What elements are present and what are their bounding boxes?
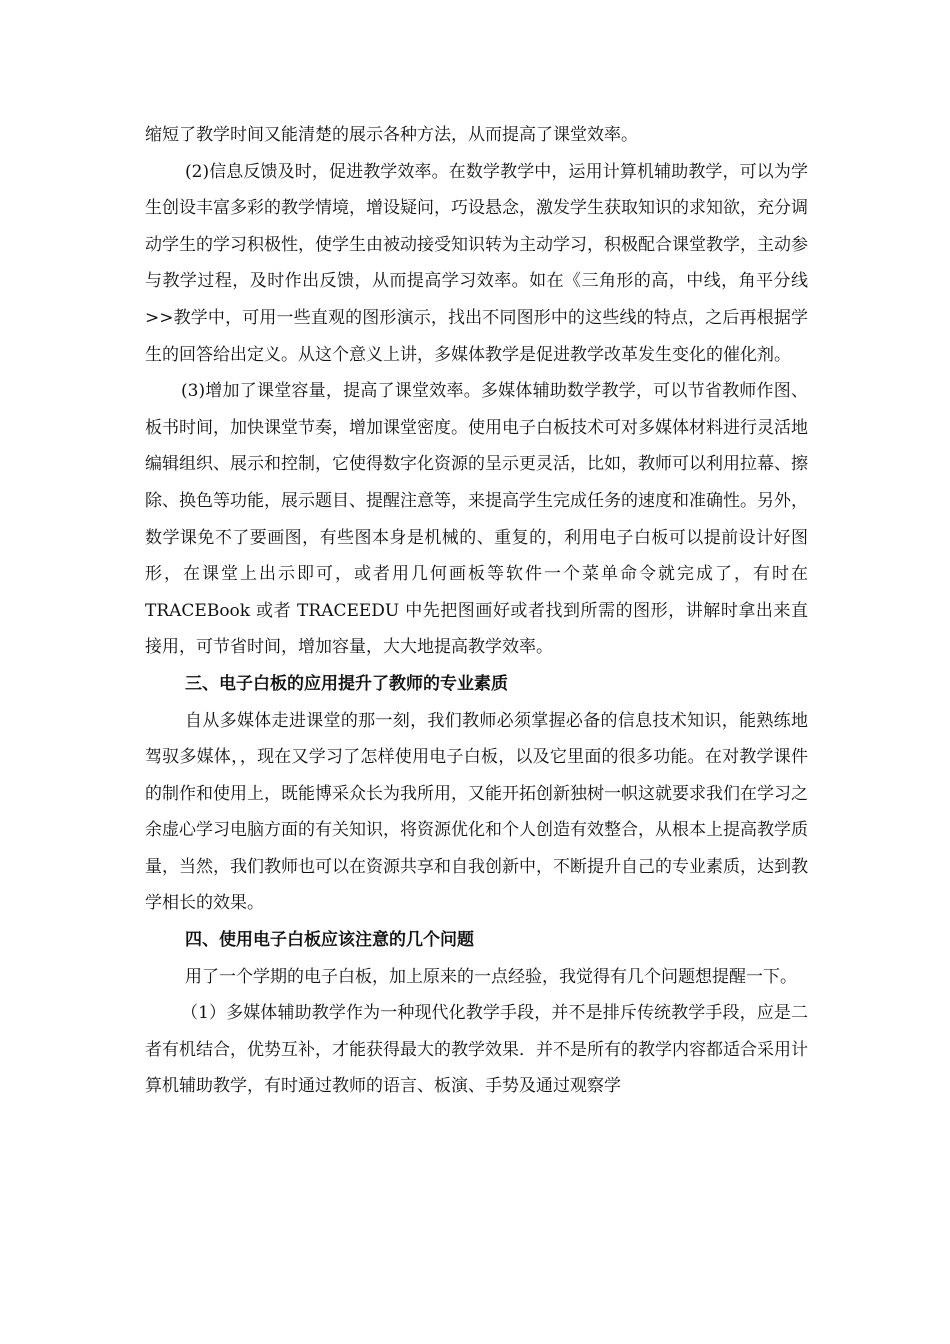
paragraph-section-4-intro: 用了一个学期的电子白板，加上原来的一点经验，我觉得有几个问题想提醒一下。 <box>185 966 797 987</box>
paragraph-item-3: (3)增加了课堂容量，提高了课堂效率。多媒体辅助数学教学，可以节省教师作图、板书时间，加快课堂节奏，增加课堂密度。使用电子白板技术可对多媒体材料进行灵活地编辑组织、展示和控制，它使得数字化资源的呈示更灵活，比如，教师可以利用拉幕、擦除、换色等功能，展示题目、提醒注意等，来提高学生完成任务的速度和准确性。另外，数学课免不了要画图，有些图本身是机械的、重复的，利用电子白板可以提前设计好图形，在课堂上出示即可，或者用几何画板等软件一个菜单命令就完成了，有时在 TRACEBook 或者 TRACEEDU 中先把图画好或者找到所需的图形，讲解时拿出来直接用，可节省时间，增加容量，大大地提高教学效率。 <box>145 381 808 658</box>
paragraph-continued: 缩短了教学时间又能清楚的展示各种方法，从而提高了课堂效率。 <box>145 125 638 145</box>
document-body <box>145 117 808 1105</box>
section-heading-3: 三、电子白板的应用提升了教师的专业素质 <box>185 673 508 694</box>
paragraph-section-4-item-1: （1）多媒体辅助教学作为一种现代化教学手段，并不是排斥传统教学手段，应是二者有机结合，优势互补，才能获得最大的教学效果．并不是所有的教学内容都适合采用计算机辅助教学，有时通过教师的语言、板演、手势及通过观察学 <box>145 1003 808 1097</box>
section-heading-4: 四、使用电子白板应该注意的几个问题 <box>185 930 474 951</box>
paragraph-section-3: 自从多媒体走进课堂的那一刻，我们教师必须掌握必备的信息技术知识，能熟练地驾驭多媒体，，现在又学习了怎样使用电子白板，以及它里面的很多功能。在对教学课件的制作和使用上，既能博采众长为我所用，又能开拓创新独树一帜这就要求我们在学习之余虚心学习电脑方面的有关知识，将资源优化和个人创造有效整合，从根本上提高教学质量，当然，我们教师也可以在资源共享和自我创新中，不断提升自己的专业素质，达到教学相长的效果。 <box>145 710 808 914</box>
paragraph-item-2: (2)信息反馈及时，促进教学效率。在数学教学中，运用计算机辅助教学，可以为学生创设丰富多彩的教学情境，增设疑问，巧设悬念，激发学生获取知识的求知欲，充分调动学生的学习积极性，使学生由被动接受知识转为主动学习，积极配合课堂教学，主动参与教学过程，及时作出反馈，从而提高学习效率。如在《三角形的高，中线，角平分线>>教学中，可用一些直观的图形演示，找出不同图形中的这些线的特点，之后再根据学生的回答给出定义。从这个意义上讲，多媒体教学是促进教学改革发生变化的催化剂。 <box>145 161 808 365</box>
